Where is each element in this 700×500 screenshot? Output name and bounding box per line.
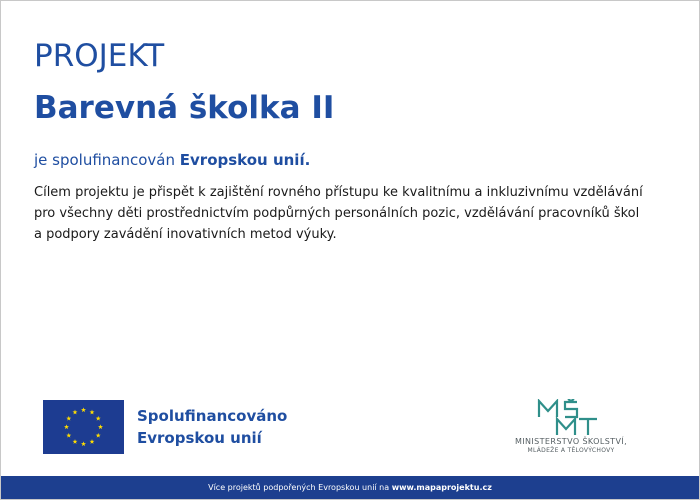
eu-star [73,410,78,415]
eu-star [64,424,69,429]
ministry-line2: MLÁDEŽE A TĚLOVÝCHOVY [527,447,615,454]
footer-link[interactable]: www.mapaprojektu.cz [391,483,492,492]
ministry-logo [501,397,641,459]
footer-bar [1,476,699,499]
msmt-monogram-icon [537,399,605,437]
description-line: pro všechny děti prostřednictvím podpůrných personálních pozic, vzdělávání pracovníků škol [34,206,640,221]
project-description [34,182,674,245]
eu-flag-icon [43,400,124,454]
eu-label-line1: Spolufinancováno [137,407,288,425]
eu-star [73,439,78,444]
eu-star [90,410,95,415]
ministry-line1: MINISTERSTVO ŠKOLSTVÍ, [514,437,628,446]
cofinancing-emphasis: Evropskou unií. [179,151,311,169]
eu-star [90,439,95,444]
eu-star [66,416,71,421]
cofinancing-statement [34,149,310,171]
eu-label-line2: Evropskou unií [137,429,262,447]
eu-star [81,441,86,446]
eu-star [96,433,101,438]
footer-text: Více projektů podpořených Evropskou unií na [208,483,392,492]
project-title: Barevná školka II [34,90,335,126]
eu-star [96,416,101,421]
cofinancing-prefix: je spolufinancován [34,151,180,169]
eu-cofunded-label [137,405,287,449]
description-line: Cílem projektu je přispět k zajištění rovného přístupu ke kvalitnímu a inkluzivnímu vzdělávání [34,185,643,200]
eu-star [66,433,71,438]
eu-star [98,424,103,429]
description-line: a podpory zavádění inovativních metod výuky. [34,227,337,242]
project-kicker: PROJEKT [34,38,165,74]
eu-star [81,407,86,412]
